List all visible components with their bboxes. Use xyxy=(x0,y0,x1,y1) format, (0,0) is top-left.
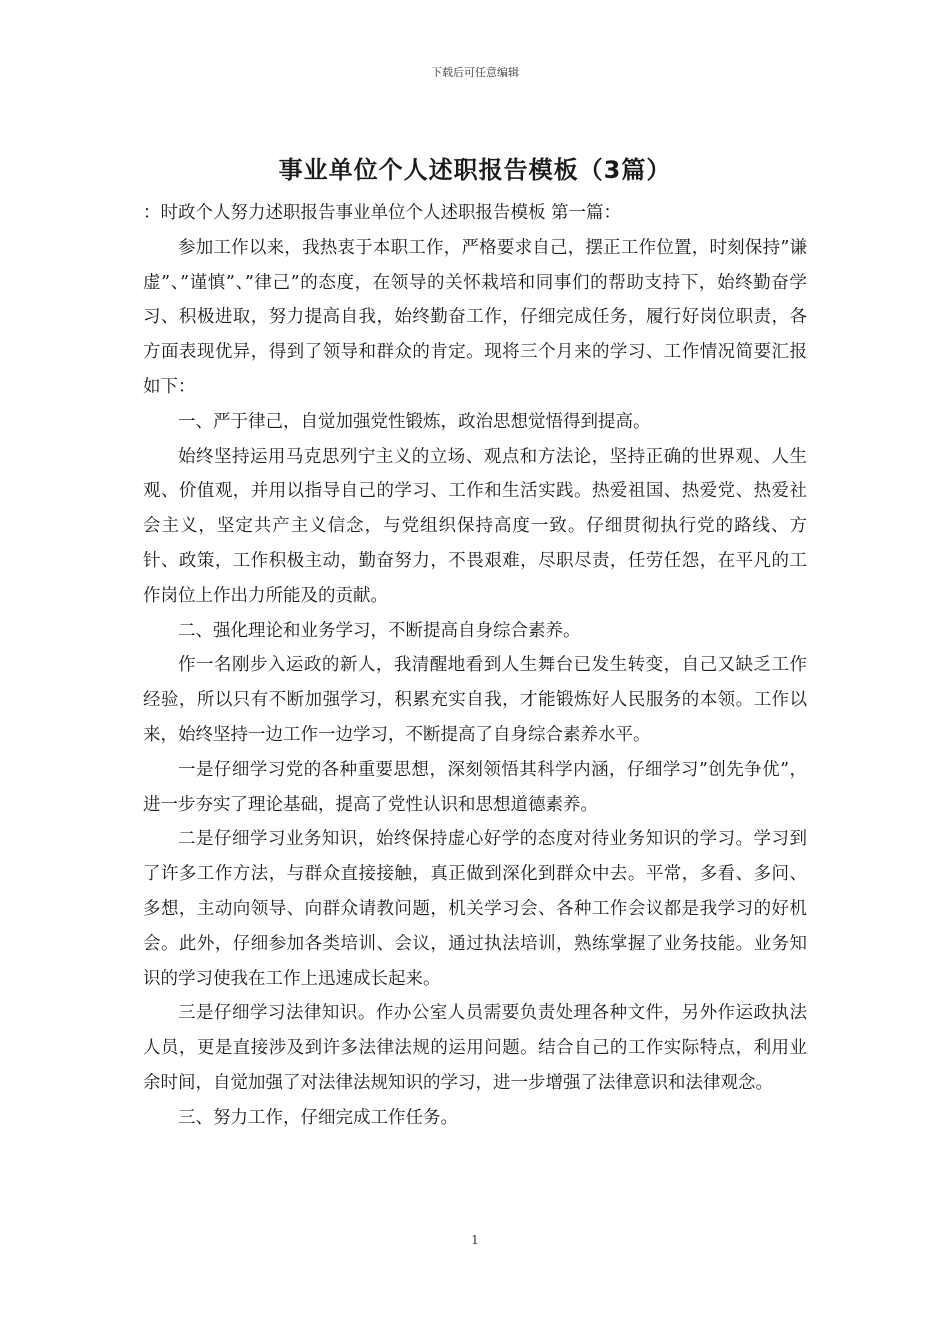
intro-line: ：时政个人努力述职报告事业单位个人述职报告模板 第一篇： xyxy=(143,203,622,223)
section-heading: 二、强化理论和业务学习，不断提高自身综合素养。 xyxy=(178,620,581,641)
paragraph: 一是仔细学习党的各种重要思想，深刻领悟其科学内涵，仔细学习”创先争优”，进一步夯实了理论基础，提高了党性认识和思想道德素养。 xyxy=(143,759,807,815)
paragraph: 始终坚持运用马克思列宁主义的立场、观点和方法论，坚持正确的世界观、人生观、价值观，并用以指导自己的学习、工作和生活实践。热爱祖国、热爱党、热爱社会主义，坚定共产主义信念，与党组织保持高度一致。仔细贯彻执行党的路线、方针、政策，工作积极主动，勤奋努力，不畏艰难，尽职尽责，任劳任怨，在平凡的工作岗位上作出力所能及的贡献。 xyxy=(143,446,807,606)
page-number: 1 xyxy=(471,1233,479,1247)
document-title: 事业单位个人述职报告模板（3篇） xyxy=(278,156,672,184)
paragraph: 二是仔细学习业务知识，始终保持虚心好学的态度对待业务知识的学习。学习到了许多工作方法，与群众直接接触，真正做到深化到群众中去。平常，多看、多问、多想，主动向领导、向群众请教问题，机关学习会、各种工作会议都是我学习的好机会。此外，仔细参加各类培训、会议，通过执法培训，熟练掌握了业务技能。业务知识的学习使我在工作上迅速成长起来。 xyxy=(143,829,807,989)
paragraph: 参加工作以来，我热衷于本职工作，严格要求自己，摆正工作位置，时刻保持”谦虚”、”谨慎”、”律己”的态度，在领导的关怀栽培和同事们的帮助支持下，始终勤奋学习、积极进取，努力提高自我，始终勤奋工作，仔细完成任务，履行好岗位职责，各方面表现优异，得到了领导和群众的肯定。现将三个月来的学习、工作情况简要汇报如下： xyxy=(143,237,807,397)
document-body xyxy=(143,196,807,1136)
section-heading: 三、努力工作，仔细完成工作任务。 xyxy=(178,1107,458,1128)
paragraph: 三是仔细学习法律知识。作办公室人员需要负责处理各种文件，另外作运政执法人员，更是直接涉及到许多法律法规的运用问题。结合自己的工作实际特点，利用业余时间，自觉加强了对法律法规知识的学习，进一步增强了法律意识和法律观念。 xyxy=(143,1003,807,1093)
paragraph: 作一名刚步入运政的新人，我清醒地看到人生舞台已发生转变，自己又缺乏工作经验，所以只有不断加强学习，积累充实自我，才能锻炼好人民服务的本领。工作以来，始终坚持一边工作一边学习，不断提高了自身综合素养水平。 xyxy=(143,655,807,745)
section-heading: 一、严于律己，自觉加强党性锻炼，政治思想觉悟得到提高。 xyxy=(178,411,651,432)
page-header-note: 下载后可任意编辑 xyxy=(431,66,519,79)
